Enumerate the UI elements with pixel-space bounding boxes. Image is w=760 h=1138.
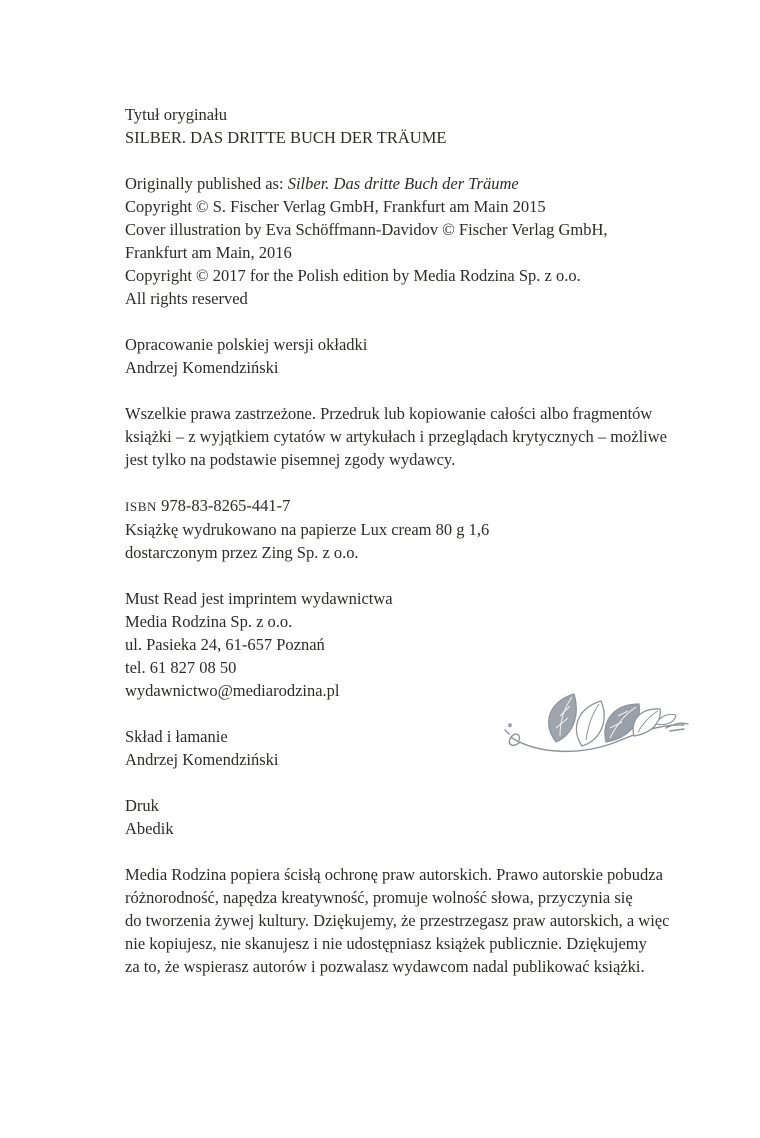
- cover-design-block: [125, 333, 695, 379]
- isbn-line: [125, 494, 695, 518]
- originally-published-line: [125, 172, 695, 195]
- text-line: Cover illustration by Eva Schöffmann-Davidov © Fischer Verlag GmbH,: [125, 220, 608, 239]
- isbn-block: [125, 494, 695, 564]
- copyright-notice-block: [125, 863, 695, 978]
- text-line: Książkę wydrukowano na papierze Lux cream 80 g 1,6: [125, 520, 490, 539]
- text-line: za to, że wspierasz autorów i pozwalasz wydawcom nadal publikować książki.: [125, 957, 645, 976]
- text-line: książki – z wyjątkiem cytatów w artykułach i przeglądach krytycznych – możliwe: [125, 427, 668, 446]
- text-line: Abedik: [125, 819, 174, 838]
- text-line: Copyright © S. Fischer Verlag GmbH, Frankfurt am Main 2015: [125, 197, 546, 216]
- originally-published-prefix: Originally published as:: [125, 174, 288, 193]
- leaf-vine-illustration-icon: [498, 684, 690, 770]
- isbn-label: ISBN: [125, 499, 158, 514]
- text-line: Must Read jest imprintem wydawnictwa: [125, 589, 393, 608]
- isbn-number: 978-83-8265-441-7: [161, 496, 291, 515]
- rights-reserved-block: [125, 402, 695, 471]
- publisher-phone: tel. 61 827 08 50: [125, 658, 237, 677]
- text-line: różnorodność, napędza kreatywność, promuje wolność słowa, przyczynia się: [125, 888, 633, 907]
- text-line: Andrzej Komendziński: [125, 750, 279, 769]
- text-line: jest tylko na podstawie pisemnej zgody wydawcy.: [125, 450, 456, 469]
- text-line: Andrzej Komendziński: [125, 358, 279, 377]
- original-title: SILBER. DAS DRITTE BUCH DER TRÄUME: [125, 128, 447, 147]
- publisher-name: Media Rodzina Sp. z o.o.: [125, 612, 293, 631]
- text-line: Druk: [125, 796, 159, 815]
- text-line: Wszelkie prawa zastrzeżone. Przedruk lub kopiowanie całości albo fragmentów: [125, 404, 653, 423]
- print-block: [125, 794, 695, 840]
- text-line: do tworzenia żywej kultury. Dziękujemy, że przestrzegasz praw autorskich, a więc: [125, 911, 670, 930]
- original-title-label: Tytuł oryginału: [125, 105, 227, 124]
- text-line: Opracowanie polskiej wersji okładki: [125, 335, 368, 354]
- publisher-email: wydawnictwo@mediarodzina.pl: [125, 681, 340, 700]
- originally-published-title: Silber. Das dritte Buch der Träume: [287, 174, 519, 193]
- imprint-page: [125, 103, 695, 1001]
- text-line: nie kopiujesz, nie skanujesz i nie udostępniasz książek publicznie. Dziękujemy: [125, 934, 647, 953]
- original-title-block: [125, 103, 695, 149]
- text-line: Media Rodzina popiera ścisłą ochronę praw autorskich. Prawo autorskie pobudza: [125, 865, 663, 884]
- text-line: Copyright © 2017 for the Polish edition by Media Rodzina Sp. z o.o.: [125, 266, 581, 285]
- text-line: Frankfurt am Main, 2016: [125, 243, 292, 262]
- edition-copyright-block: [125, 172, 695, 310]
- text-line: dostarczonym przez Zing Sp. z o.o.: [125, 543, 359, 562]
- text-line: All rights reserved: [125, 289, 248, 308]
- text-line: Skład i łamanie: [125, 727, 228, 746]
- publisher-address: ul. Pasieka 24, 61-657 Poznań: [125, 635, 325, 654]
